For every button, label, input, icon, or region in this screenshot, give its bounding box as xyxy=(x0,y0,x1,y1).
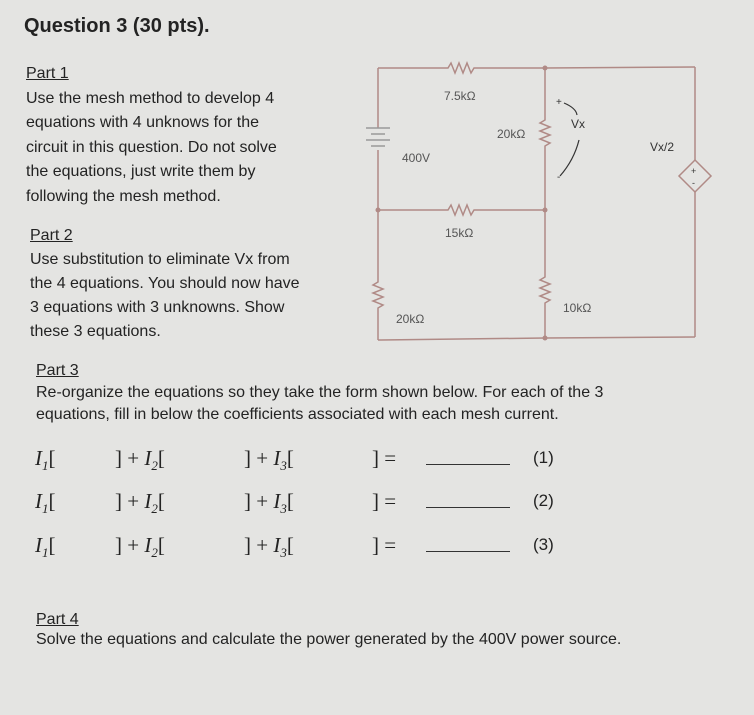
i2-symbol: I xyxy=(144,446,152,470)
label-15k: 15kΩ xyxy=(445,226,474,240)
wire-left-20k-resistor xyxy=(373,210,383,340)
i1-symbol: I xyxy=(35,533,42,557)
label-minus: - xyxy=(557,172,561,183)
label-10k: 10kΩ xyxy=(563,301,592,315)
label-vx-over-2: Vx/2 xyxy=(650,140,675,154)
i1-symbol: I xyxy=(35,489,42,513)
i3-symbol: I xyxy=(273,533,281,557)
text-line: circuit in this question. Do not solve xyxy=(26,138,277,156)
part-4-heading: Part 4 xyxy=(36,611,79,628)
i1-symbol: I xyxy=(35,446,42,470)
part-4 xyxy=(36,610,736,650)
dependent-source-icon xyxy=(679,160,711,192)
wire-10k-resistor xyxy=(540,210,550,338)
equation-row: $I_1$[ ] + $I_2$[ ] + $I_3$[ ] = (3) xyxy=(35,533,554,561)
equation-row: $I_1$[ ] + $I_2$[ ] + $I_3$[ ] = (1) xyxy=(35,446,554,474)
i2-symbol: I xyxy=(144,533,152,557)
label-400v: 400V xyxy=(402,151,431,165)
text-line: equations, fill in below the coefficients associated with each mesh current. xyxy=(36,406,559,423)
question-title: Question 3 (30 pts). xyxy=(24,15,210,37)
answer-blank[interactable] xyxy=(426,533,510,552)
part-3 xyxy=(36,360,736,426)
label-plus: + xyxy=(556,97,562,108)
label-20k-mid: 20kΩ xyxy=(497,127,526,141)
equation-number: (3) xyxy=(533,535,554,554)
wire-middle-15k-resistor xyxy=(378,205,545,215)
text-line: 3 equations with 3 unknowns. Show xyxy=(30,299,285,316)
text-line: Use substitution to eliminate Vx from xyxy=(30,251,290,268)
equation-row: $I_1$[ ] + $I_2$[ ] + $I_3$[ ] = (2) xyxy=(35,489,554,517)
part-3-heading: Part 3 xyxy=(36,362,79,379)
label-20k-left: 20kΩ xyxy=(396,312,425,326)
part-1-heading: Part 1 xyxy=(26,65,69,82)
i3-symbol: I xyxy=(273,489,281,513)
text-line: following the mesh method. xyxy=(26,187,221,205)
equation-number: (2) xyxy=(533,491,554,510)
text-line: equations with 4 unknows for the xyxy=(26,114,260,131)
i2-symbol: I xyxy=(144,489,152,513)
i3-symbol: I xyxy=(273,446,281,470)
text-line: Solve the equations and calculate the power generated by the 400V power source. xyxy=(36,631,622,648)
dep-minus: - xyxy=(692,178,695,188)
dep-plus: + xyxy=(691,166,697,176)
text-line: these 3 equations. xyxy=(30,323,161,340)
answer-blank[interactable] xyxy=(426,446,510,465)
text-line: Use the mesh method to develop 4 xyxy=(26,89,275,107)
wire-top-7.5k-resistor xyxy=(378,63,695,73)
label-7.5k: 7.5kΩ xyxy=(444,89,476,103)
wire-mid-20k-resistor xyxy=(540,68,550,210)
equation-number: (1) xyxy=(533,448,554,467)
part-2-heading: Part 2 xyxy=(30,227,73,244)
answer-blank[interactable] xyxy=(426,489,510,508)
wire-bottom xyxy=(378,337,695,340)
text-line: the 4 equations. You should now have xyxy=(30,275,300,292)
vx-bracket xyxy=(560,103,579,176)
text-line: Re-organize the equations so they take the form shown below. For each of the 3 xyxy=(36,384,604,401)
label-vx: Vx xyxy=(571,117,586,131)
text-line: the equations, just write them by xyxy=(26,163,256,180)
